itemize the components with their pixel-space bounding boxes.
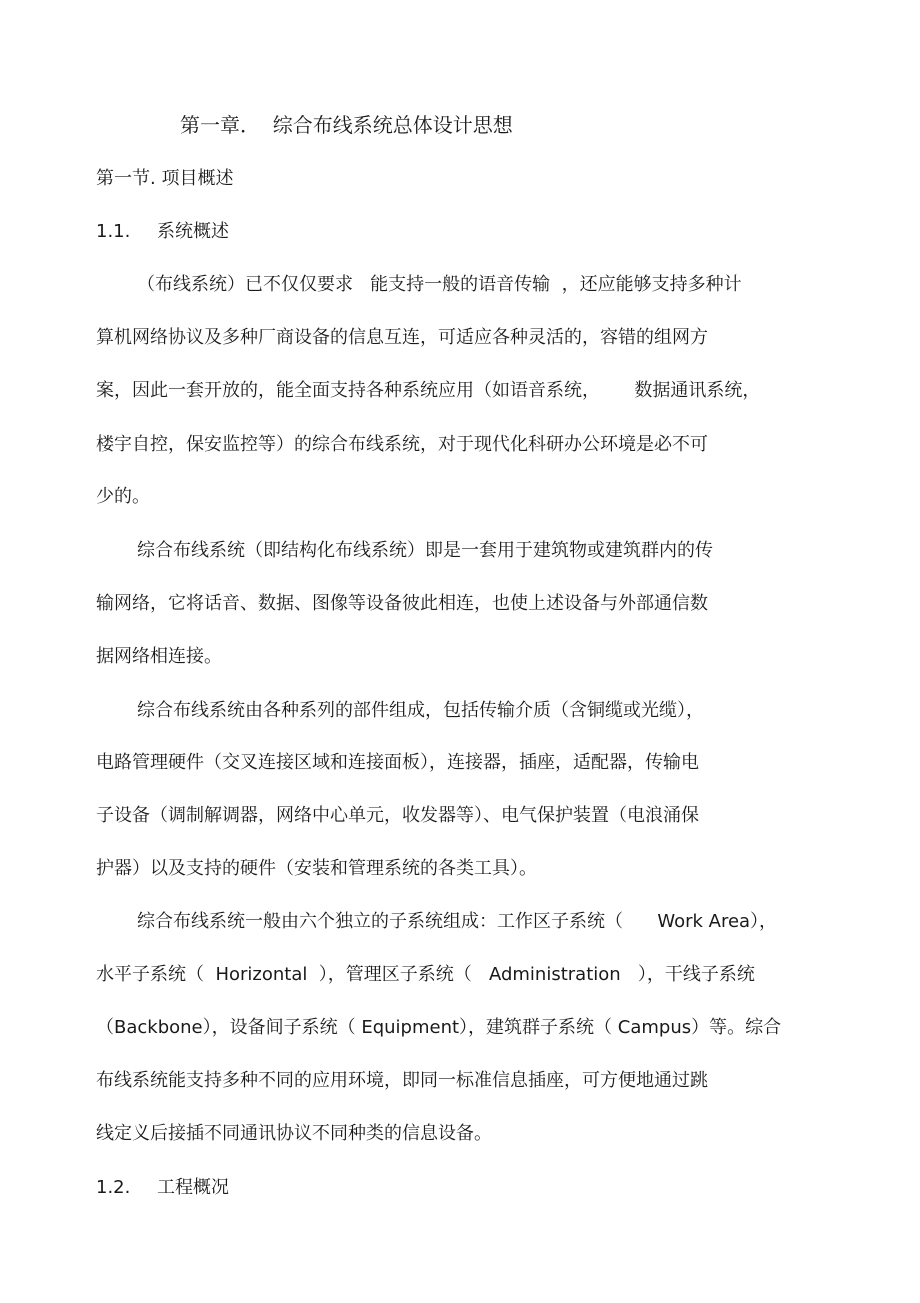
paragraph-2-line-3: 据网络相连接。 <box>96 646 222 667</box>
chapter-title: 第一章． 综合布线系统总体设计思想 <box>180 113 513 137</box>
paragraph-4-line-4: 布线系统能支持多种不同的应用环境，即同一标准信息插座，可方便地通过跳 <box>96 1070 708 1091</box>
paragraph-1-line-1: （布线系统）已不仅仅要求 能支持一般的语音传输 ，还应能够支持多种计 <box>137 274 742 295</box>
paragraph-3-line-3: 子设备（调制解调器，网络中心单元，收发器等）、电气保护装置（电浪涌保 <box>96 805 699 826</box>
subsection-2-number: 1.2. <box>96 1177 131 1198</box>
paragraph-4-line-3: （Backbone），设备间子系统（ Equipment），建筑群子系统（ Campus）等。综合 <box>96 1017 782 1038</box>
subsection-1-title: 系统概述 <box>157 221 229 242</box>
paragraph-4-line-1: 综合布线系统一般由六个独立的子系统组成：工作区子系统（ Work Area）， <box>137 911 778 932</box>
paragraph-2-line-2: 输网络，它将话音、数据、图像等设备彼此相连，也使上述设备与外部通信数 <box>96 593 708 614</box>
paragraph-1-line-5: 少的。 <box>96 486 150 507</box>
paragraph-1-line-2: 算机网络协议及多种厂商设备的信息互连，可适应各种灵活的，容错的组网方 <box>96 327 708 348</box>
paragraph-1-line-3: 案，因此一套开放的，能全面支持各种系统应用（如语音系统， 数据通讯系统， <box>96 380 761 401</box>
section-title: 第一节. 项目概述 <box>96 168 234 189</box>
paragraph-3-line-4: 护器）以及支持的硬件（安装和管理系统的各类工具）。 <box>96 858 537 879</box>
subsection-2-title: 工程概况 <box>157 1177 229 1198</box>
paragraph-3-line-2: 电路管理硬件（交叉连接区域和连接面板），连接器，插座，适配器，传输电 <box>96 752 699 773</box>
paragraph-1-line-4: 楼宇自控，保安监控等）的综合布线系统，对于现代化科研办公环境是必不可 <box>96 434 708 455</box>
subsection-1-number: 1.1. <box>96 221 131 242</box>
paragraph-3-line-1: 综合布线系统由各种系列的部件组成，包括传输介质（含铜缆或光缆）， <box>137 700 704 721</box>
paragraph-4-line-5: 线定义后接插不同通讯协议不同种类的信息设备。 <box>96 1123 492 1144</box>
paragraph-2-line-1: 综合布线系统（即结构化布线系统）即是一套用于建筑物或建筑群内的传 <box>137 540 713 561</box>
paragraph-4-line-2: 水平子系统（ Horizontal ），管理区子系统（ Administration ），干线子系统 <box>96 964 755 985</box>
